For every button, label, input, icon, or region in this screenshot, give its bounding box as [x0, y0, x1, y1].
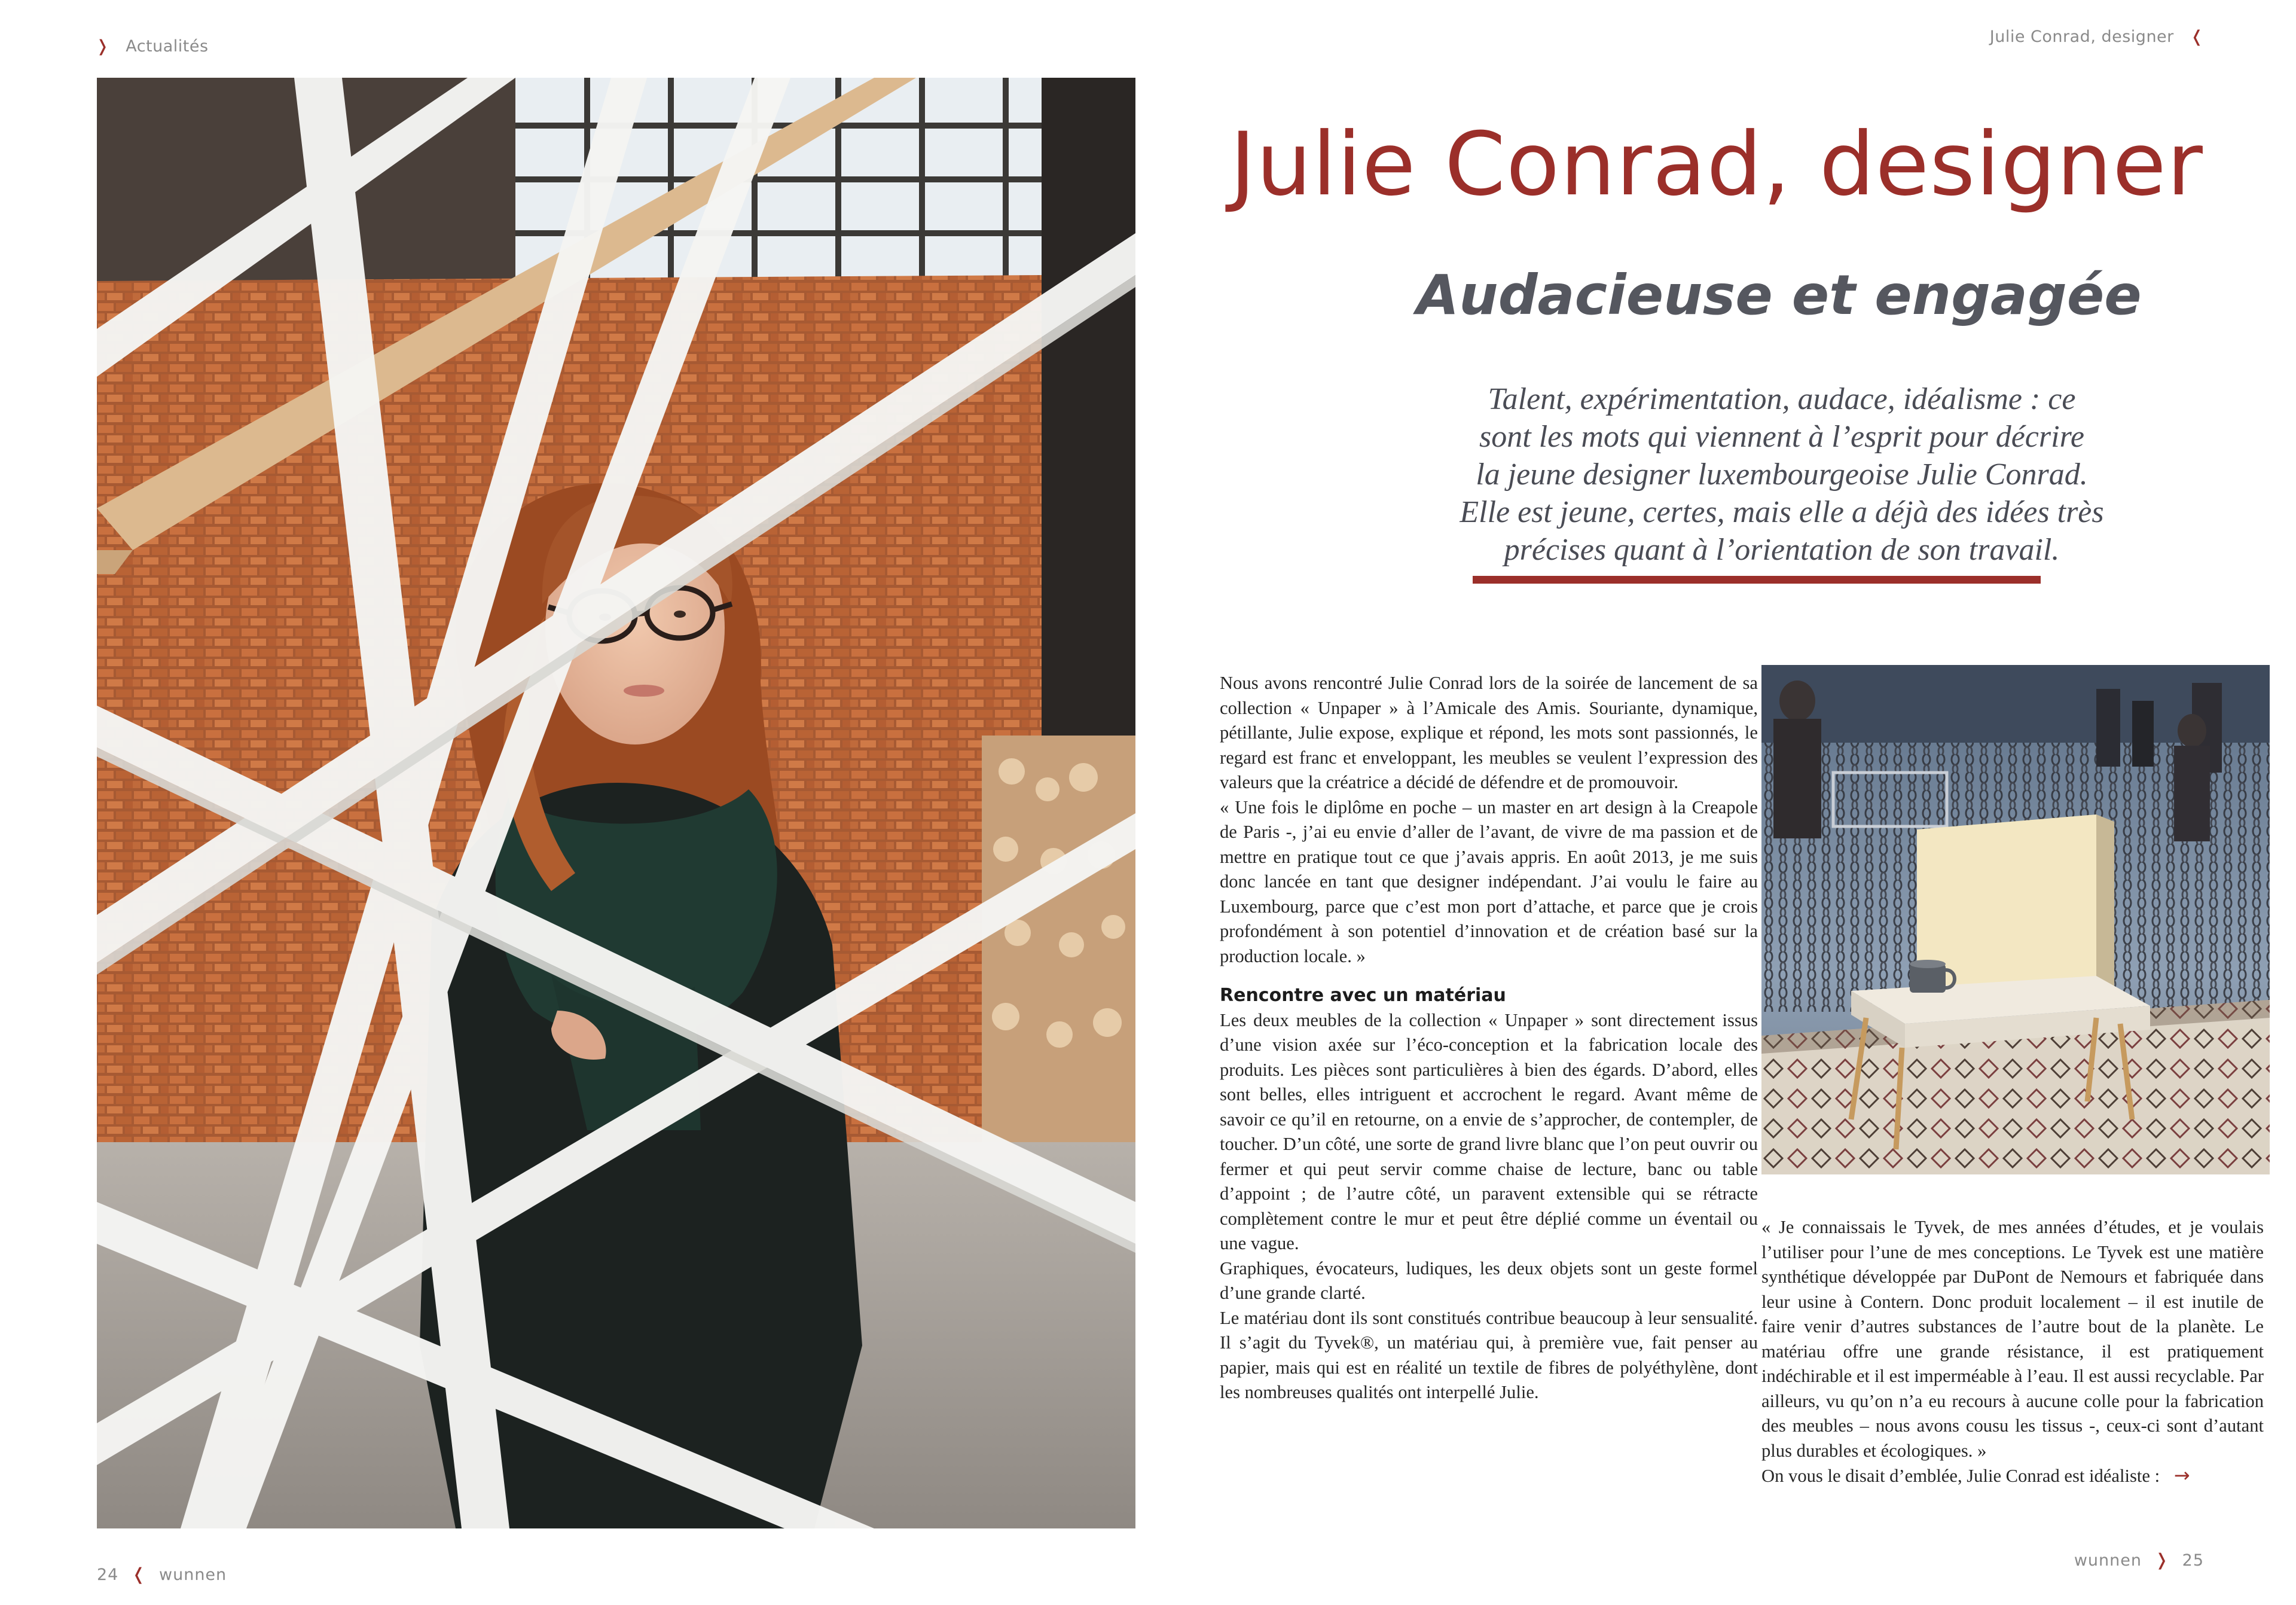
section-heading: Rencontre avec un matériau — [1220, 985, 1506, 1006]
furniture-illustration — [1761, 665, 2270, 1174]
intro-line: Talent, expérimentation, audace, idéalisme : ce — [1488, 382, 2076, 416]
intro-line: la jeune designer luxembourgeoise Julie Conrad. — [1476, 457, 2088, 492]
paragraph: Graphiques, évocateurs, ludiques, les deux objets sont un geste formel d’une grande clarté. — [1220, 1258, 1758, 1303]
left-footer — [97, 1564, 227, 1584]
magazine-name: wunnen — [2074, 1551, 2142, 1570]
section-label — [96, 37, 209, 56]
intro-rule — [1473, 576, 2041, 584]
footer-marker: ❭ — [2154, 1550, 2170, 1570]
portrait-illustration — [97, 78, 1135, 1528]
running-head-marker: ❬ — [2190, 28, 2204, 46]
body-column-2 — [1761, 1215, 2264, 1489]
body-column-1 — [1220, 671, 1758, 1405]
page-number: 24 — [97, 1566, 119, 1584]
intro-line: Elle est jeune, certes, mais elle a déjà des idées très — [1460, 495, 2104, 529]
portrait-photo — [97, 78, 1135, 1528]
intro-line: sont les mots qui viennent à l’esprit pour décrire — [1479, 420, 2084, 454]
footer-marker: ❬ — [131, 1564, 146, 1584]
closing-sentence: On vous le disait d’emblée, Julie Conrad est idéaliste : — [1761, 1466, 2160, 1486]
paragraph: « Je connaissais le Tyvek, de mes années d’études, et je voulais l’utiliser pour l’une de mes conceptions. Le Tyvek est une matière synthétique développée par DuPont de Nemours et fabriquée dans leur usine à Contern. Donc produit localement – il est inutile de faire venir d’autres substances de l’autre bout de la planète. Le matériau offre une grande résistance, il est pratiquement indéchirable et il est imperméable à l’eau. Il est aussi recyclable. Par ailleurs, vu qu’on n’a eu recours à aucune colle pour la fabrication des meubles – nous avons cousu les tissus -, ceux-ci sont d’autant plus durables et écologiques. » — [1761, 1217, 2264, 1461]
running-head — [1990, 28, 2204, 46]
page-number: 25 — [2182, 1551, 2204, 1570]
running-head-text: Julie Conrad, designer — [1989, 28, 2174, 46]
furniture-photo — [1761, 665, 2270, 1174]
paragraph: Les deux meubles de la collection « Unpaper » sont directement issus d’une vision axée sur l’éco-conception et la fabrication locale des produits. Les pièces sont particulières à bien des égards. D’abord, elles sont belles, elles intriguent et accrochent le regard. Avant même de savoir ce qu’il en retourne, on a envie de s’approcher, de contempler, de toucher. D’un côté, une sorte de grand livre blanc que l’on peut ouvrir ou fermer et qui peut servir comme chaise de lecture, banc ou table d’appoint ; de l’autre côté, un paravent extensible qui se rétracte complètement contre le mur et peut être déplié comme un éventail ou une vague. — [1220, 1009, 1758, 1253]
article-title: Julie Conrad, designer — [1230, 114, 2203, 215]
section-label-text: Actualités — [126, 37, 209, 56]
intro-line: précises quant à l’orientation de son travail. — [1504, 533, 2060, 567]
paragraph: Nous avons rencontré Julie Conrad lors de la soirée de lancement de sa collection « Unpaper » à l’Amicale des Amis. Souriante, dynamique, pétillante, Julie expose, explique et répond, les mots sont passionnés, le regard est franc et enveloppant, les meubles se veulent l’expression des valeurs que la créatrice a décidé de défendre et de promouvoir. — [1220, 673, 1758, 792]
paragraph: Le matériau dont ils sont constitués contribue beaucoup à leur sensualité. Il s’agit du Tyvek®, un matériau qui, à première vue, fait penser au papier, mais qui est en réalité un textile de fibres de polyéthylène, dont les nombreuses qualités ont interpellé Julie. — [1220, 1307, 1758, 1402]
paragraph: « Une fois le diplôme en poche – un master en art design à la Creapole de Paris -, j’ai eu envie d’aller de l’avant, de vivre de ma passion et de mettre en pratique tout ce que j’avais appris. En août 2013, je me suis donc lancée en tant que designer indépendant. J’ai voulu le faire au Luxembourg, parce que c’est mon port d’attache, et parce que je crois profondément à son potentiel d’innovation et de création basé sur la production locale. » — [1220, 797, 1758, 966]
section-marker: ❭ — [96, 37, 110, 56]
article-intro — [1393, 380, 2170, 569]
article-subtitle: Audacieuse et engagée — [1416, 263, 2142, 327]
continue-arrow-icon: → — [2173, 1464, 2190, 1487]
magazine-name: wunnen — [159, 1566, 227, 1584]
paragraph — [1761, 1463, 2264, 1489]
right-footer — [2074, 1550, 2204, 1570]
